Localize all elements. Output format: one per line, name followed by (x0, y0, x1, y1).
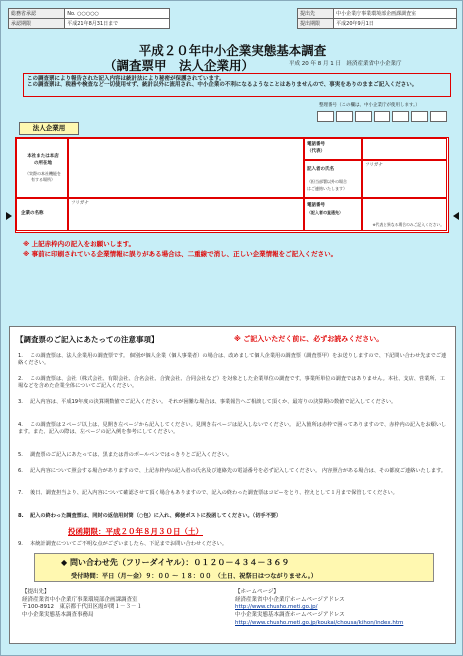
company-label-cell (16, 198, 68, 231)
contact-right-1: 【ホームページ】 (235, 589, 279, 595)
reference-number-label: 整理番号（この欄は、中小企業庁が使用します。） (319, 103, 420, 108)
phone-label-2: （代表） (307, 149, 325, 154)
phone2-input[interactable] (362, 198, 447, 231)
phone-input[interactable] (362, 138, 447, 160)
company-name-input[interactable] (68, 198, 304, 231)
survey-page-link[interactable]: http://www.chusho.meti.go.jp/koukai/chousa/kihon/index.htm (235, 619, 404, 626)
contact-right-4: 中小企業実態基本調査ホームページアドレス (235, 612, 345, 619)
warning-1: ※ 上記赤枠内の記入をお願いします。 (23, 240, 136, 248)
notes-panel (9, 326, 456, 644)
phone2-label-2: （記入者の直通先） (307, 210, 343, 215)
person-input[interactable] (362, 160, 447, 198)
intro-line-1: この調査票により報告された記入内容は統計法により秘密が保護されています。 (27, 76, 225, 82)
contact-left-1: 【提出先】 (22, 589, 50, 595)
approval-deadline-label: 承認期限 (9, 19, 65, 29)
person-furigana: フリガナ (365, 163, 383, 168)
contact-right-2: 経済産業省中小企業庁ホームページアドレス (235, 596, 345, 603)
contact-web (235, 589, 403, 627)
phone-label-1: 電話番号 (307, 142, 325, 147)
phone-label-cell (304, 138, 362, 160)
approval-label: 総務省承認 (9, 9, 65, 19)
phone2-label-cell (304, 198, 362, 231)
contact-left-2: 経済産業省中小企業庁事業環境部企画課調査室 (22, 596, 138, 603)
note-item-1: 1. この調査票は、法人企業用の調査票です。 個別が個人企業（個人事業者）の場合は、改めまして個人企業用の調査票（調査票甲）をお送りしますので、下記問い合わせ先までご連絡ください。 (18, 353, 447, 367)
reference-number-boxes (317, 111, 447, 122)
arrow-left-marker-icon (453, 212, 459, 220)
submit-to: 中小企業庁事業環境部企画課調査室 (334, 9, 457, 19)
approval-deadline: 平成21年8月31日まで (65, 19, 170, 29)
address-label-3: （実際の本社機能を (25, 171, 61, 176)
page-title: 平成２０年中小企業実態基本調査 (138, 43, 327, 58)
approval-number: No. ○○○○○ (65, 9, 170, 19)
address-label-cell (16, 138, 68, 198)
address-input[interactable] (68, 138, 304, 198)
note-item-9: 9. 本統計調査についてご不明な点がございましたら、下記までお問い合わせください。 (18, 541, 228, 547)
submit-to-label: 提出先 (298, 9, 334, 19)
person-label: 記入者の氏名 (307, 167, 334, 172)
company-label: 企業の名称 (21, 211, 44, 216)
homepage-link[interactable]: http://www.chusho.meti.go.jp/ (235, 604, 318, 611)
note-item-4: 4. この調査票は２ページ以上は、見開き左ページから記入してください。見開き右ページは記入しないでください。 記入箇所は赤枠で囲ってありますので、赤枠内の記入をお願いします。また、記入の際は、左ページの記入例を参考にしてください。 (18, 422, 447, 436)
contact-address (22, 589, 142, 620)
note-item-3: 3. 記入内容は、平成19年度の決算期数値でご記入ください。 それが困難な場合は、事業報告へご相談して頂くか、最寄りの決算期の数値で記入してください。 (18, 399, 397, 405)
address-label-1: 本社または本店 (27, 154, 59, 159)
notes-title-warning: ※ ご記入いただく前に、必ずお読みください。 (234, 335, 384, 343)
intro-line-2: この調査票は、税務や検査など一切使用せず、統計以外に流用され、中小企業の不利になるようなことはありませんので、事実をありのままご記入ください。 (27, 82, 418, 88)
person-label-cell (304, 160, 362, 198)
submit-deadline-label: 提出期限 (298, 19, 334, 29)
address-label-2: の所在地 (34, 161, 52, 166)
address-label-4: 有する場所） (31, 177, 55, 182)
input-frame (15, 137, 449, 233)
company-furigana: フリガナ (71, 201, 89, 206)
hotline-box (34, 553, 434, 582)
phone2-note: ※代表と異なる場合のみご記入ください。 (372, 222, 444, 228)
contact-left-3: 〒100-8912 東京都千代田区霞が関１－３－１ (22, 604, 142, 611)
submission-table (297, 8, 457, 29)
arrow-right-marker-icon (6, 212, 12, 220)
hotline-title: ◆ 問い合わせ先（フリーダイヤル）：０１２０－４３４－３６９ (61, 558, 290, 567)
notes-title: 【調査票のご記入にあたっての注意事項】 (16, 335, 159, 344)
corporate-badge: 法人企業用 (19, 122, 79, 135)
warning-2: ※ 事前に印刷されている企業情報に誤りがある場合は、二重線で消し、正しい企業情報をご記入ください。 (23, 250, 338, 258)
note-item-8: 8. 記入の終わった調査票は、同封の返信用封筒（○包）に入れ、郵便ポストに投函してください。（切手不要） (18, 513, 282, 519)
submission-deadline: 投函期限：平成２０年８月３０日（土） (68, 527, 203, 536)
note-item-2: 2. この調査票は、会社（株式会社、有限会社、合名会社、合資会社、合同会社など）を対象とした企業単位の調査です。事業所単位の調査ではありません。本社、支店、営業所、工場などを含めた企業全体についてご記入ください。 (18, 376, 445, 390)
note-item-5: 5. 調査票のご記入にあたっては、黒または青のボールペンではっきりとご記入ください。 (18, 452, 233, 458)
submit-deadline: 平成20年9月1日 (334, 19, 457, 29)
note-item-7: 7. 後日、調査担当より、記入内容について確認させて頂く場合もありますので、記入の終わった調査票はコピーをとり、控えとして１月まで保管してください。 (18, 490, 398, 496)
contact-left-4: 中小企業実態基本調査事務局 (22, 612, 94, 619)
phone2-label-1: 電話番号 (307, 203, 325, 208)
page-subtitle: （調査票甲 法人企業用） (104, 58, 255, 73)
approval-table (8, 8, 170, 29)
hotline-hours: 受付時間：平日（月～金）９：００ ～ １８：００ （土日、祝祭日はつながりません。） (71, 573, 317, 580)
intro-box (23, 73, 451, 97)
issue-date: 平成 20 年 8 月 1 日 経済産業省中小企業庁 (289, 61, 402, 67)
note-item-6: 6. 記入内容について照会する場合がありますので、上記赤枠内の記入者の氏名及び連絡先の電話番号を必ず記入してください。 内容照合がある場合は、その都度ご連絡いたします。 (18, 468, 447, 474)
contact-note-1: （担当部署以外の場合 (307, 179, 347, 184)
contact-note-2: はご連絡いたします） (307, 186, 347, 191)
